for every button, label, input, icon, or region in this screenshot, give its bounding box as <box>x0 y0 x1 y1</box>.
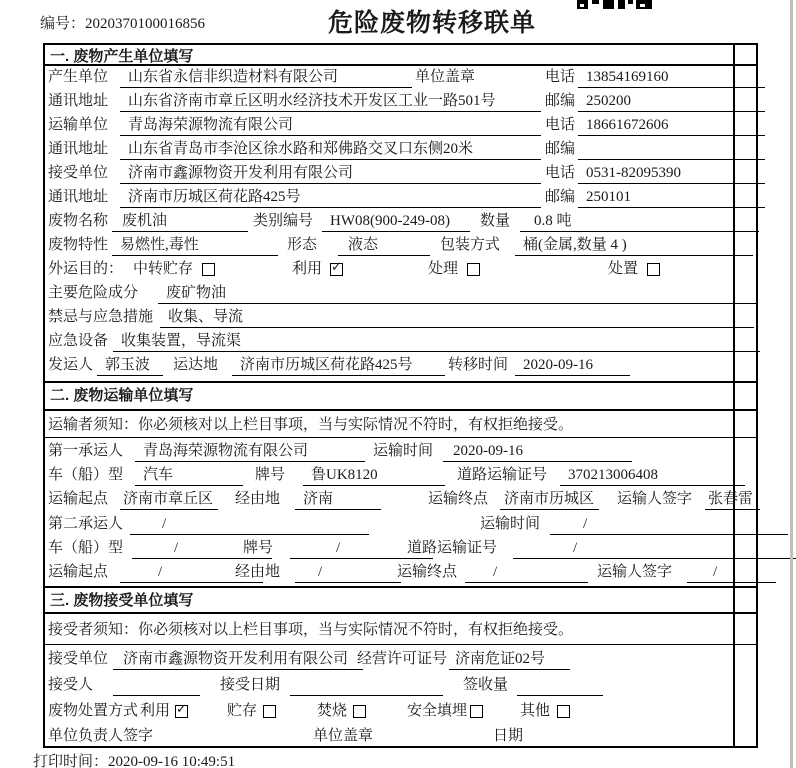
receiver-label: 接受单位 <box>48 165 109 181</box>
address-label: 通讯地址 <box>48 93 109 109</box>
unit-seal-label: 单位盖章 <box>313 728 374 744</box>
transfer-time-value: 2020-09-16 <box>515 354 630 376</box>
row-emergency-equipment <box>0 330 796 353</box>
checkbox-disposal-incineration <box>353 705 366 718</box>
row-transporter <box>0 114 796 137</box>
transporter-address-value: 山东省青岛市李沧区徐水路和郑佛路交叉口东侧20米 <box>120 138 541 160</box>
carrier1-label: 第一承运人 <box>48 443 124 459</box>
receive-date-value <box>290 674 443 696</box>
checkbox-disposal-storage <box>263 705 276 718</box>
disposal-option-label: 贮存 <box>227 703 258 719</box>
accepting-unit-value: 济南市鑫源物资开发利用有限公司 <box>113 648 363 670</box>
road-permit-label: 道路运输证号 <box>457 467 548 483</box>
hazard-value: 废矿物油 <box>158 282 758 304</box>
row-carrier2-route <box>0 561 796 584</box>
carrier1-vehicle-value: 汽车 <box>135 464 243 486</box>
purpose-option-label: 处理 <box>428 261 459 277</box>
divider <box>43 381 758 383</box>
purpose-option-label: 处置 <box>608 261 639 277</box>
divider <box>43 644 758 645</box>
consignor-value: 郭玉波 <box>97 354 163 376</box>
qr-code-fragment <box>577 0 653 10</box>
packing-value: 桶(金属,数量 4 ) <box>515 234 753 256</box>
property-value: 易燃性,毒性 <box>112 234 278 256</box>
terminal-label: 运输终点 <box>397 564 458 580</box>
row-transfer-purpose <box>0 258 796 281</box>
carrier2-name-value: / <box>130 513 369 535</box>
section2-heading: 二. 废物运输单位填写 <box>50 387 194 404</box>
transport-time-label: 运输时间 <box>480 516 541 532</box>
row-producer-address <box>0 90 796 113</box>
checkbox-purpose-reuse <box>330 263 343 276</box>
checkbox-purpose-treatment <box>467 263 480 276</box>
transfer-time-label: 转移时间 <box>448 357 509 373</box>
transporter-zip-value <box>578 138 765 160</box>
accepting-unit-label: 接受单位 <box>48 651 109 667</box>
chief-sign-label: 单位负责人签字 <box>48 728 154 744</box>
transport-time-label: 运输时间 <box>373 443 434 459</box>
carrier2-terminal-value: / <box>465 561 588 583</box>
via-label: 经由地 <box>235 564 281 580</box>
row-recipient <box>0 674 796 697</box>
checkbox-disposal-other <box>557 705 570 718</box>
carrier2-label: 第二承运人 <box>48 516 124 532</box>
carrier2-road-permit-value: / <box>513 537 796 559</box>
carrier1-road-permit-value: 370213006408 <box>560 464 745 486</box>
row-waste-name <box>0 210 796 233</box>
row-carrier1-route <box>0 488 796 511</box>
origin-label: 运输起点 <box>48 564 109 580</box>
address-label: 通讯地址 <box>48 189 109 205</box>
serial-number-value: 2020370100016856 <box>85 16 206 32</box>
category-label: 类别编号 <box>253 213 314 229</box>
equipment-label: 应急设备 <box>48 333 109 349</box>
divider <box>43 409 758 411</box>
destination-value: 济南市历城区荷花路425号 <box>232 354 445 376</box>
row-chief-signature <box>0 725 796 748</box>
purpose-option-label: 利用 <box>292 261 323 277</box>
chief-sign-value <box>197 725 300 747</box>
row-carrier2 <box>0 513 796 536</box>
phone-label: 电话 <box>545 165 576 181</box>
checkbox-purpose-transit-storage <box>202 263 215 276</box>
destination-label: 运达地 <box>173 357 219 373</box>
address-label: 通讯地址 <box>48 141 109 157</box>
category-value: HW08(900-249-08) <box>322 210 470 232</box>
received-amount-label: 签收量 <box>463 677 509 693</box>
unit-seal-label: 单位盖章 <box>415 69 476 85</box>
row-accepting-unit <box>0 648 796 671</box>
disposal-label: 废物处置方式 <box>48 703 139 719</box>
page-title: 危险废物转移联单 <box>328 9 537 37</box>
row-consignor <box>0 354 796 377</box>
row-waste-property <box>0 234 796 257</box>
section1-heading: 一. 废物产生单位填写 <box>50 48 194 65</box>
receiver-value: 济南市鑫源物资开发利用有限公司 <box>120 162 541 184</box>
producer-value: 山东省永信非织造材料有限公司 <box>120 66 412 88</box>
waste-name-label: 废物名称 <box>48 213 109 229</box>
carrier2-origin-value: / <box>120 561 263 583</box>
zip-label: 邮编 <box>545 141 576 157</box>
phone-label: 电话 <box>545 117 576 133</box>
plate-label: 牌号 <box>243 540 274 556</box>
carrier1-time-value: 2020-09-16 <box>443 440 632 462</box>
carrier2-vehicle-value: / <box>132 537 272 559</box>
row-hazard-component <box>0 282 796 305</box>
row-carrier1 <box>0 440 796 463</box>
checkbox-disposal-landfill <box>470 705 483 718</box>
window-edge-line <box>790 0 793 768</box>
hazard-label: 主要危险成分 <box>48 285 139 301</box>
receiver-phone-value: 0531-82095390 <box>578 162 765 184</box>
receive-date-label: 接受日期 <box>220 677 281 693</box>
phone-label: 电话 <box>545 69 576 85</box>
quantity-label: 数量 <box>480 213 511 229</box>
producer-zip-value: 250200 <box>578 90 765 112</box>
via-label: 经由地 <box>235 491 281 507</box>
recipient-value <box>113 674 200 696</box>
zip-label: 邮编 <box>545 93 576 109</box>
waste-name-value: 废机油 <box>112 210 248 232</box>
row-receiver-notice <box>0 619 796 642</box>
transporter-value: 青岛海荣源物流有限公司 <box>120 114 541 136</box>
receiver-zip-value: 250101 <box>578 186 765 208</box>
row-emergency-measures <box>0 306 796 329</box>
carrier2-time-value: / <box>550 513 788 535</box>
disposal-option-label: 安全填埋 <box>407 703 468 719</box>
permit-label: 经营许可证号 <box>357 651 448 667</box>
divider <box>43 586 758 588</box>
print-time-label: 打印时间： <box>33 754 109 768</box>
disposal-option-label: 利用 <box>140 703 171 719</box>
carrier1-terminal-value: 济南市历城区 <box>500 488 599 510</box>
disposal-option-label: 焚烧 <box>317 703 348 719</box>
row-carrier1-vehicle <box>0 464 796 487</box>
receiver-address-value: 济南市历城区荷花路425号 <box>120 186 541 208</box>
checkbox-purpose-disposal <box>647 263 660 276</box>
carrier2-via-value: / <box>295 561 401 583</box>
consignor-label: 发运人 <box>48 357 94 373</box>
receiver-notice-text: 接受者须知：你必须核对以上栏目事项，当与实际情况不符时，有权拒绝接受。 <box>48 622 574 638</box>
vehicle-label: 车（船）型 <box>48 540 124 556</box>
row-transporter-notice <box>0 414 796 437</box>
carrier1-name-value: 青岛海荣源物流有限公司 <box>135 440 365 462</box>
carrier2-sign-value: / <box>687 561 776 583</box>
transporter-phone-value: 18661672606 <box>578 114 765 136</box>
print-time-line <box>33 750 235 768</box>
packing-label: 包装方式 <box>440 237 501 253</box>
zip-label: 邮编 <box>545 189 576 205</box>
print-time-value: 2020-09-16 10:49:51 <box>108 754 236 768</box>
carrier1-via-value: 济南 <box>295 488 381 510</box>
disposal-option-label: 其他 <box>520 703 551 719</box>
emergency-label: 禁忌与应急措施 <box>48 309 154 325</box>
carrier2-plate-value: / <box>290 537 433 559</box>
recipient-label: 接受人 <box>48 677 94 693</box>
divider <box>43 437 758 438</box>
row-receiver <box>0 162 796 185</box>
producer-phone-value: 13854169160 <box>578 66 765 88</box>
form-value: 液态 <box>338 234 430 256</box>
date-value <box>540 725 723 747</box>
road-permit-label: 道路运输证号 <box>407 540 498 556</box>
producer-label: 产生单位 <box>48 69 109 85</box>
quantity-value: 0.8 吨 <box>520 210 759 232</box>
serial-number-label: 编号： <box>40 16 86 32</box>
section3-heading: 三. 废物接受单位填写 <box>50 592 194 609</box>
equipment-value: 收集装置，导流渠 <box>113 330 760 352</box>
row-transporter-address <box>0 138 796 161</box>
transporter-label: 运输单位 <box>48 117 109 133</box>
carrier1-origin-value: 济南市章丘区 <box>120 488 218 510</box>
row-receiver-address <box>0 186 796 209</box>
carrier-sign-label: 运输人签字 <box>597 564 673 580</box>
carrier1-plate-value: 鲁UK8120 <box>303 464 445 486</box>
plate-label: 牌号 <box>255 467 286 483</box>
transporter-notice-text: 运输者须知：你必须核对以上栏目事项，当与实际情况不符时，有权拒绝接受。 <box>48 417 574 433</box>
emergency-value: 收集、导流 <box>160 306 754 328</box>
form-label: 形态 <box>287 237 318 253</box>
row-carrier2-vehicle <box>0 537 796 560</box>
date-label: 日期 <box>493 728 524 744</box>
checkbox-disposal-reuse <box>175 705 188 718</box>
origin-label: 运输起点 <box>48 491 109 507</box>
vehicle-label: 车（船）型 <box>48 467 124 483</box>
row-producer <box>0 66 796 89</box>
permit-value: 济南危证02号 <box>449 648 570 670</box>
purpose-option-label: 中转贮存 <box>133 261 194 277</box>
purpose-label: 外运目的： <box>48 261 124 277</box>
serial-number-line <box>40 12 205 33</box>
terminal-label: 运输终点 <box>428 491 489 507</box>
received-amount-value <box>517 674 603 696</box>
producer-address-value: 山东省济南市章丘区明水经济技术开发区工业一路501号 <box>120 90 541 112</box>
property-label: 废物特性 <box>48 237 109 253</box>
divider <box>43 612 758 614</box>
row-disposal-method <box>0 700 796 723</box>
carrier-sign-label: 运输人签字 <box>617 491 693 507</box>
carrier1-sign-value: 张春雷 <box>705 488 760 510</box>
